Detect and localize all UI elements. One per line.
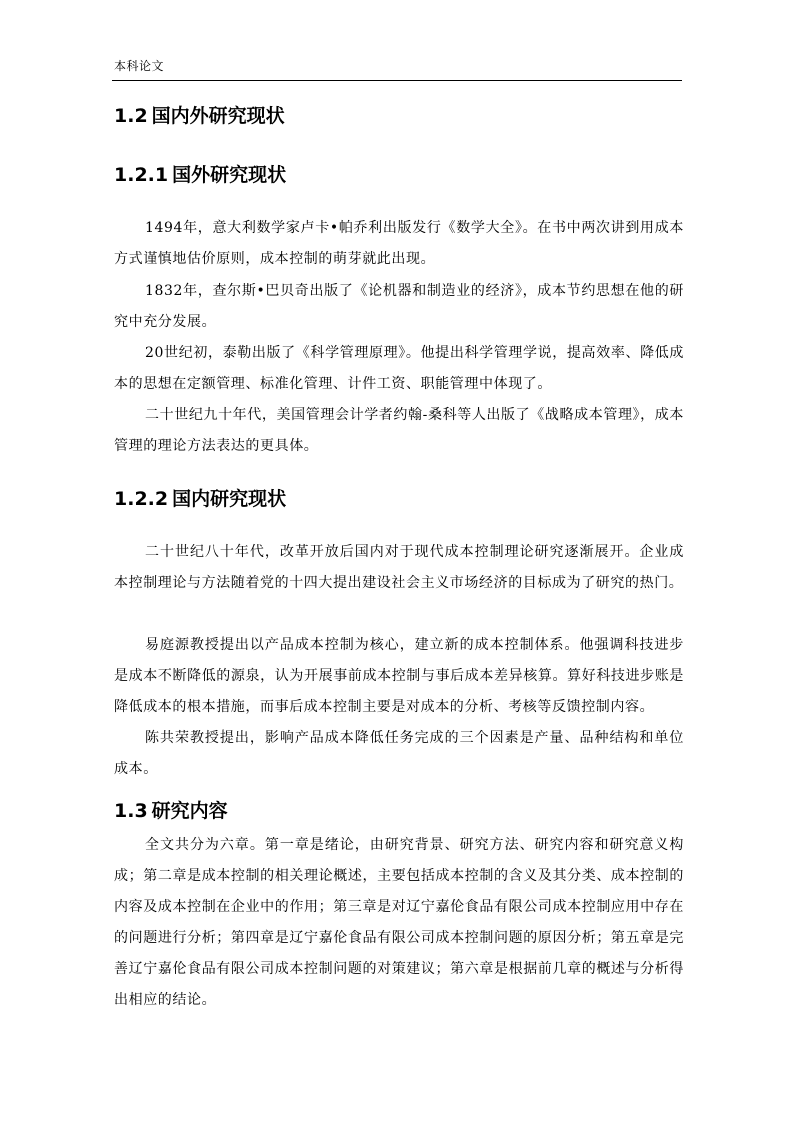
paragraph: 1832年，查尔斯•巴贝奇出版了《论机器和制造业的经济》，成本节约思想在他的研究中充分发展。 — [114, 283, 684, 330]
paragraph: 易庭源教授提出以产品成本控制为核心，建立新的成本控制体系。他强调科技进步是成本不断降低的源泉，认为开展事前成本控制与事后成本差异核算。算好科技进步账是降低成本的根本措施，而事后成本控制主要是对成本的分析、考核等反馈控制内容。 — [114, 637, 684, 715]
section-number: 1.2 — [114, 105, 148, 127]
paragraph: 全文共分为六章。第一章是绪论，由研究背景、研究方法、研究内容和研究意义构成；第二章是成本控制的相关理论概述，主要包括成本控制的含义及其分类、成本控制的内容及成本控制在企业中的作用；第三章是对辽宁嘉伦食品有限公司成本控制应用中存在的问题进行分析；第四章是辽宁嘉伦食品有限公司成本控制问题的原因分析；第五章是完善辽宁嘉伦食品有限公司成本控制问题的对策建议；第六章是根据前几章的概述与分析得出相应的结论。 — [114, 837, 684, 1008]
paragraph: 二十世纪九十年代，美国管理会计学者约翰-桑科等人出版了《战略成本管理》，成本管理的理论方法表达的更具体。 — [114, 407, 684, 454]
paragraph: 1494年，意大利数学家卢卡•帕乔利出版发行《数学大全》。在书中两次讲到用成本方式谨慎地估价原则，成本控制的萌芽就此出现。 — [114, 220, 684, 267]
section-heading-1-2 — [114, 104, 285, 128]
section-title: 国外研究现状 — [172, 164, 287, 186]
section-heading-1-2-1 — [114, 163, 286, 187]
section-number: 1.2.1 — [114, 164, 169, 186]
paragraph: 20世纪初，泰勒出版了《科学管理原理》。他提出科学管理学说，提高效率、降低成本的思想在定额管理、标准化管理、计件工资、职能管理中体现了。 — [114, 345, 684, 392]
section-number: 1.2.2 — [114, 488, 169, 510]
section-number: 1.3 — [114, 800, 148, 822]
section-heading-1-2-2 — [114, 487, 286, 511]
paragraph: 二十世纪八十年代，改革开放后国内对于现代成本控制理论研究逐渐展开。企业成本控制理论与方法随着党的十四大提出建设社会主义市场经济的目标成为了研究的热门。 — [114, 544, 684, 591]
section-title: 国内外研究现状 — [151, 105, 285, 127]
section-title: 国内研究现状 — [172, 488, 287, 510]
section-title: 研究内容 — [151, 800, 228, 822]
running-header: 本科论文 — [114, 59, 165, 73]
paragraph: 陈共荣教授提出，影响产品成本降低任务完成的三个因素是产量、品种结构和单位成本。 — [114, 730, 684, 777]
section-heading-1-3 — [114, 799, 228, 823]
header-divider — [112, 80, 682, 81]
